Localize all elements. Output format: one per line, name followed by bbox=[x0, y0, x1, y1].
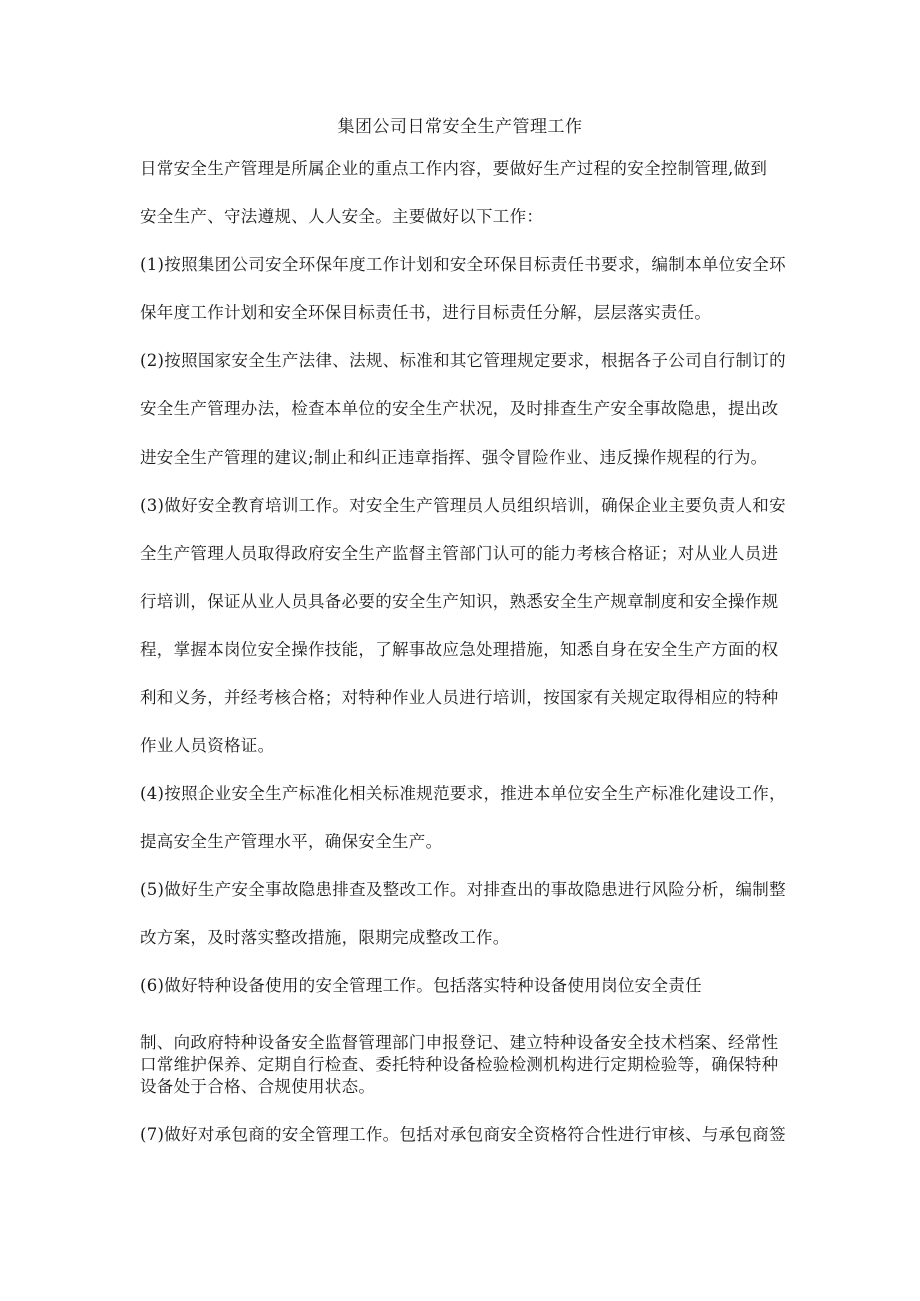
paragraph-line: (6)做好特种设备使用的安全管理工作。包括落实特种设备使用岗位安全责任 bbox=[140, 976, 702, 995]
paragraph-line: (3)做好安全教育培训工作。对安全生产管理员人员组织培训，确保企业主要负责人和安 bbox=[140, 496, 786, 515]
paragraph-line: (7)做好对承包商的安全管理工作。包括对承包商安全资格符合性进行审核、与承包商签 bbox=[140, 1125, 786, 1144]
paragraph-line: 全生产管理人员取得政府安全生产监督主管部门认可的能力考核合格证；对从业人员进 bbox=[140, 544, 779, 563]
paragraph-line: 设备处于合格、合规使用状态。 bbox=[140, 1077, 376, 1096]
paragraph-line: (5)做好生产安全事故隐患排查及整改工作。对排查出的事故隐患进行风险分析，编制整 bbox=[140, 880, 786, 899]
paragraph-block bbox=[140, 1032, 800, 1098]
paragraph-line: 进安全生产管理的建议;制止和纠正违章指挥、强令冒险作业、违反操作规程的行为。 bbox=[140, 448, 768, 467]
paragraph-line: 利和义务，并经考核合格；对特种作业人员进行培训，按国家有关规定取得相应的特种 bbox=[140, 688, 779, 707]
paragraph-line: 程，掌握本岗位安全操作技能，了解事故应急处理措施，知悉自身在安全生产方面的权 bbox=[140, 640, 779, 659]
paragraph-line: 制、向政府特种设备安全监督管理部门申报登记、建立特种设备安全技术档案、经常性 bbox=[140, 1033, 779, 1052]
paragraph-line: 安全生产、守法遵规、人人安全。主要做好以下工作： bbox=[140, 207, 544, 226]
paragraph-line: 提高安全生产管理水平，确保安全生产。 bbox=[140, 832, 443, 851]
paragraph-line: 日常安全生产管理是所属企业的重点工作内容，要做好生产过程的安全控制管理,做到 bbox=[140, 159, 768, 178]
paragraph-line: (1)按照集团公司安全环保年度工作计划和安全环保目标责任书要求，编制本单位安全环 bbox=[140, 255, 786, 274]
paragraph-line: 作业人员资格证。 bbox=[140, 736, 275, 755]
paragraph-line: 口常维护保养、定期自行检查、委托特种设备检验检测机构进行定期检验等，确保特种 bbox=[140, 1055, 779, 1074]
paragraph-line: 保年度工作计划和安全环保目标责任书，进行目标责任分解，层层落实责任。 bbox=[140, 303, 712, 322]
document-title: 集团公司日常安全生产管理工作 bbox=[337, 117, 583, 137]
paragraph-line: (4)按照企业安全生产标准化相关标准规范要求，推进本单位安全生产标准化建设工作， bbox=[140, 784, 786, 803]
paragraph-line: 行培训，保证从业人员具备必要的安全生产知识，熟悉安全生产规章制度和安全操作规 bbox=[140, 592, 779, 611]
paragraph-line: 安全生产管理办法，检查本单位的安全生产状况，及时排查生产安全事故隐患，提出改 bbox=[140, 399, 779, 418]
paragraph-line: (2)按照国家安全生产法律、法规、标准和其它管理规定要求，根据各子公司自行制订的 bbox=[140, 351, 786, 370]
paragraph-line: 改方案，及时落实整改措施，限期完成整改工作。 bbox=[140, 928, 510, 947]
